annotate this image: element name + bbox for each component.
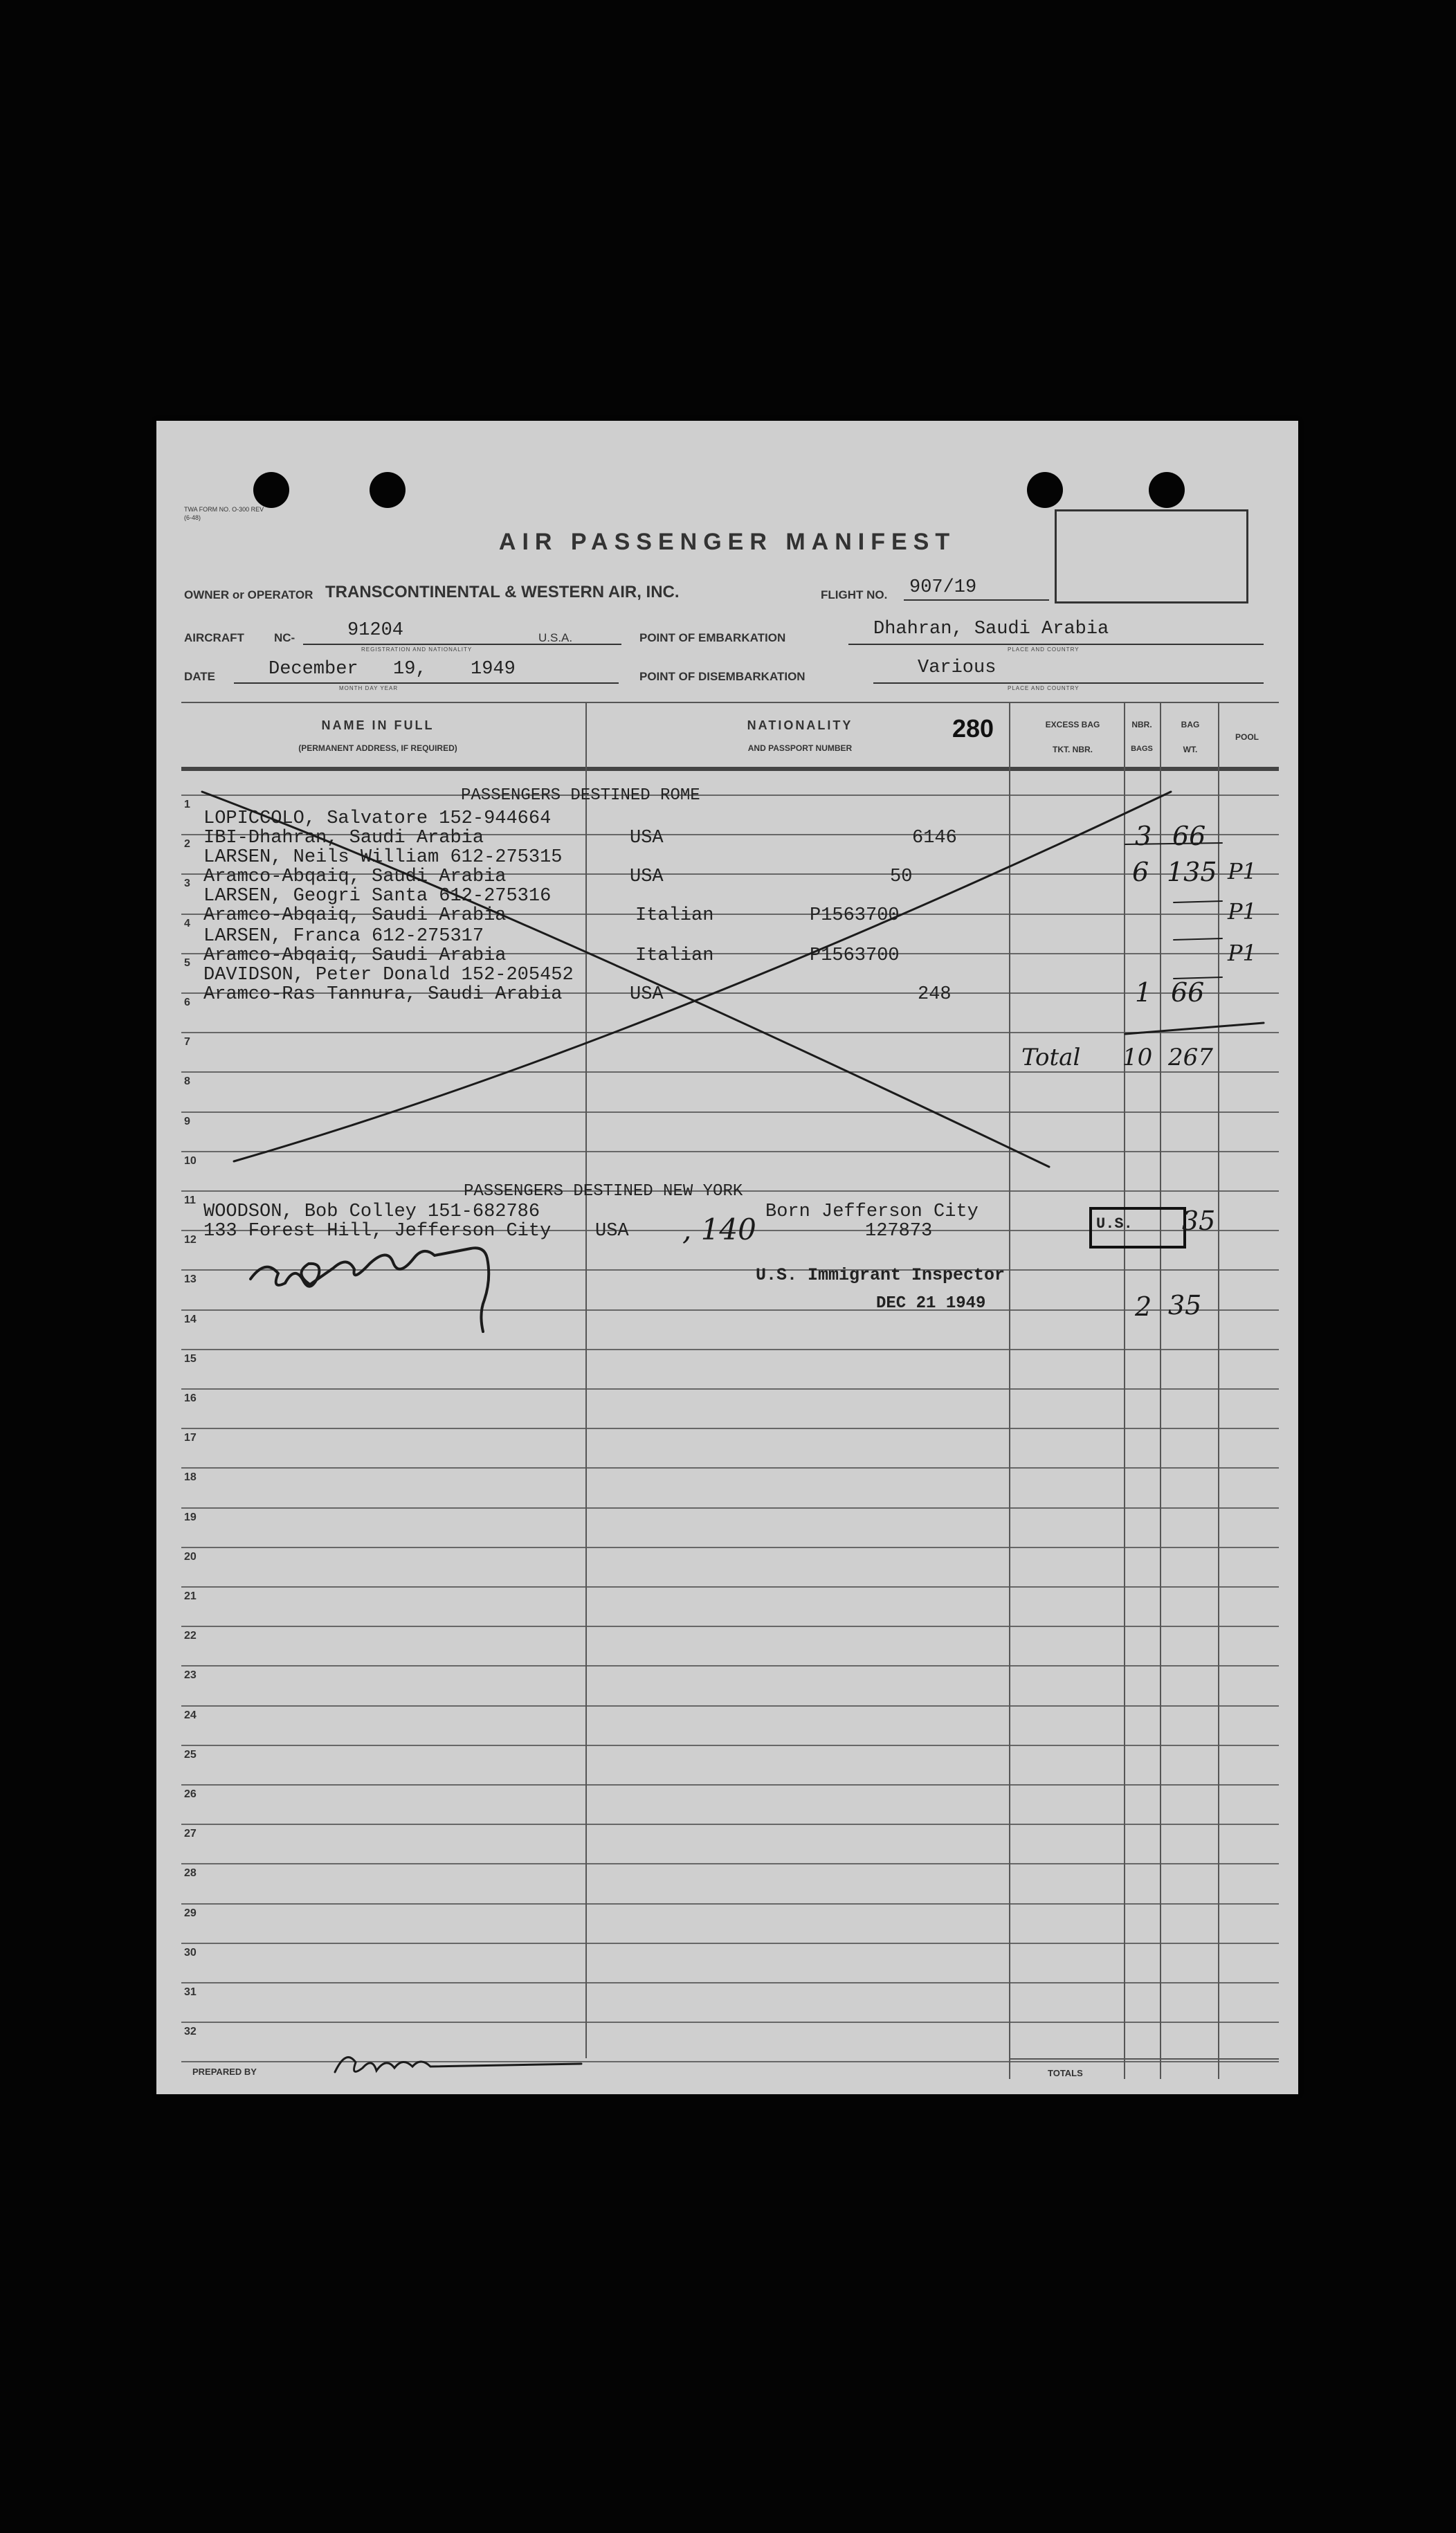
manifest-sheet [156, 421, 1298, 2094]
row-number: 17 [184, 1432, 197, 1444]
excess-bag-subheader: TKT. NBR. [1053, 745, 1093, 754]
row-number: 9 [184, 1116, 190, 1127]
embarkation-label: POINT OF EMBARKATION [639, 631, 786, 644]
passenger-4-nationality: Italian [635, 945, 714, 966]
pool-strokes [1174, 901, 1222, 979]
row-number: 7 [184, 1036, 190, 1048]
row-number: 15 [184, 1353, 197, 1365]
name-column-subheader: (PERMANENT ADDRESS, IF REQUIRED) [298, 743, 457, 753]
passenger-3-name: LARSEN, Geogri Santa 612-275316 [203, 886, 552, 907]
row-number: 30 [184, 1947, 197, 1959]
passenger-5-bags: 1 [1135, 977, 1152, 1008]
row-number: 14 [184, 1314, 197, 1325]
weight-underline [1125, 1023, 1264, 1034]
passenger-2-name: LARSEN, Neils William 612-275315 [203, 847, 563, 868]
row-number: 5 [184, 957, 190, 969]
row-number: 31 [184, 1986, 197, 1998]
row-number: 19 [184, 1511, 197, 1523]
passenger-4-address: Aramco-Abqaiq, Saudi Arabia [203, 945, 507, 966]
date-label: DATE [184, 670, 216, 683]
passenger-4-passport: P1563700 [810, 945, 900, 966]
aircraft-prefix: NC- [274, 631, 295, 644]
flight-label: FLIGHT NO. [821, 588, 888, 601]
row-number: 32 [184, 2026, 197, 2037]
date-caption: MONTH DAY YEAR [339, 685, 399, 691]
nbr-bags-subheader: BAGS [1131, 745, 1153, 753]
date-year: 1949 [471, 659, 516, 680]
passenger-1-passport: 6146 [912, 828, 957, 848]
row-number: 18 [184, 1471, 197, 1483]
name-column-header: NAME IN FULL [321, 718, 435, 732]
signature-inspector [251, 1248, 489, 1332]
passenger-1-weight: 66 [1172, 821, 1206, 851]
place-country-caption-2: PLACE AND COUNTRY [1008, 685, 1080, 691]
passenger-5-name: DAVIDSON, Peter Donald 152-205452 [203, 965, 574, 986]
row-number: 23 [184, 1669, 197, 1681]
owner-value: TRANSCONTINENTAL & WESTERN AIR, INC. [325, 583, 680, 601]
row-number: 13 [184, 1273, 197, 1285]
passenger-5-passport: 248 [918, 984, 952, 1005]
bag-wt-subheader: WT. [1183, 745, 1198, 754]
us-box-stamp-text: U.S. [1096, 1215, 1133, 1233]
ny-passenger-passport: 127873 [865, 1221, 933, 1242]
rome-total-label: Total [1021, 1044, 1081, 1071]
nbr-bags-header: NBR. [1131, 720, 1152, 729]
signature-preparer [335, 2058, 581, 2072]
row-number: 3 [184, 878, 190, 889]
excess-bag-header: EXCESS BAG [1045, 720, 1100, 729]
prepared-by-label: PREPARED BY [192, 2067, 257, 2077]
row-number: 20 [184, 1551, 197, 1563]
row-number: 26 [184, 1788, 197, 1800]
nationality-column-header: NATIONALITY [747, 718, 853, 732]
form-date-text: (6-48) [184, 514, 201, 521]
inspector-date: DEC 21 1949 [876, 1294, 986, 1313]
passenger-4-name: LARSEN, Franca 612-275317 [203, 926, 484, 947]
passenger-5-weight: 66 [1171, 977, 1205, 1008]
cross-out-stroke [202, 792, 1049, 1167]
cross-out-stroke [234, 792, 1171, 1161]
row-number: 6 [184, 997, 190, 1008]
passenger-2-nationality: USA [630, 866, 664, 887]
passenger-2-pool: P1 [1228, 858, 1257, 884]
passenger-1-address: IBI-Dhahran, Saudi Arabia [203, 828, 484, 848]
aircraft-number: 91204 [347, 620, 404, 641]
passenger-3-pool: P1 [1228, 898, 1257, 925]
row-number: 27 [184, 1828, 197, 1840]
row-number: 10 [184, 1155, 197, 1167]
page-title: AIR PASSENGER MANIFEST [498, 529, 956, 555]
flight-number: 907/19 [909, 577, 977, 598]
row-number: 11 [184, 1195, 196, 1206]
passenger-3-nationality: Italian [635, 905, 714, 926]
ny-passenger-birthplace: Born Jefferson City [765, 1201, 979, 1222]
passenger-5-address: Aramco-Ras Tannura, Saudi Arabia [203, 984, 563, 1005]
form-number-text: TWA FORM NO. O-300 REV [184, 506, 264, 513]
row-number: 1 [184, 799, 190, 810]
weight-underline [1125, 843, 1222, 844]
nationality-column-subheader: AND PASSPORT NUMBER [747, 743, 853, 753]
passenger-2-bags: 6 [1132, 857, 1149, 887]
handwriting-overlay [156, 421, 1298, 2094]
rome-total-bags: 10 [1122, 1044, 1153, 1071]
passenger-1-nationality: USA [630, 828, 664, 848]
aircraft-label: AIRCRAFT [184, 631, 244, 644]
owner-label: OWNER or OPERATOR [184, 588, 313, 601]
section-new-york: PASSENGERS DESTINED NEW YORK [464, 1182, 743, 1201]
ny-passenger-name: WOODSON, Bob Colley 151-682786 [203, 1201, 540, 1222]
row-number: 8 [184, 1075, 190, 1087]
ny-passenger-address: 133 Forest Hill, Jefferson City [203, 1221, 552, 1242]
row-number: 4 [184, 918, 190, 929]
bag-wt-header: BAG [1181, 720, 1200, 729]
ny-passenger-weight: 35 [1182, 1206, 1216, 1236]
pool-header: POOL [1235, 732, 1259, 742]
passenger-1-bags: 3 [1135, 821, 1152, 851]
passenger-4-pool: P1 [1228, 940, 1257, 966]
row-number: 12 [184, 1234, 197, 1246]
rome-total-weight: 267 [1168, 1044, 1213, 1071]
passenger-5-nationality: USA [630, 984, 664, 1005]
totals-label: TOTALS [1048, 2068, 1083, 2078]
passenger-3-address: Aramco-Abqaiq, Saudi Arabia [203, 905, 507, 926]
passenger-1-name: LOPICCOLO, Salvatore 152-944664 [203, 808, 552, 829]
passenger-2-address: Aramco-Abqaiq, Saudi Arabia [203, 866, 507, 887]
passenger-3-passport: P1563700 [810, 905, 900, 926]
passenger-count: 280 [952, 714, 994, 743]
section-rome: PASSENGERS DESTINED ROME [461, 786, 700, 805]
passenger-2-passport: 50 [890, 866, 913, 887]
inspector-title: U.S. Immigrant Inspector [756, 1265, 1005, 1285]
ny-passenger-handwritten-number: , 140 [682, 1213, 756, 1246]
row-number: 2 [184, 838, 190, 850]
inspector-bags: 2 [1135, 1291, 1152, 1322]
row-number: 25 [184, 1749, 197, 1761]
row-number: 16 [184, 1392, 197, 1404]
row-number: 22 [184, 1630, 197, 1642]
row-number: 21 [184, 1590, 197, 1602]
date-month: December [269, 659, 358, 680]
passenger-2-weight: 135 [1167, 857, 1217, 887]
ny-passenger-nationality: USA [595, 1221, 629, 1242]
row-number: 29 [184, 1907, 197, 1919]
row-number: 28 [184, 1867, 197, 1879]
inspector-weight: 35 [1168, 1290, 1202, 1320]
place-country-caption: PLACE AND COUNTRY [1008, 646, 1080, 653]
aircraft-nationality: U.S.A. [538, 631, 573, 644]
disembarkation-label: POINT OF DISEMBARKATION [639, 670, 806, 683]
registration-caption: REGISTRATION AND NATIONALITY [361, 646, 473, 653]
row-number: 24 [184, 1709, 197, 1721]
embarkation-value: Dhahran, Saudi Arabia [873, 619, 1109, 639]
date-day: 19, [393, 659, 427, 680]
disembarkation-value: Various [918, 657, 997, 678]
